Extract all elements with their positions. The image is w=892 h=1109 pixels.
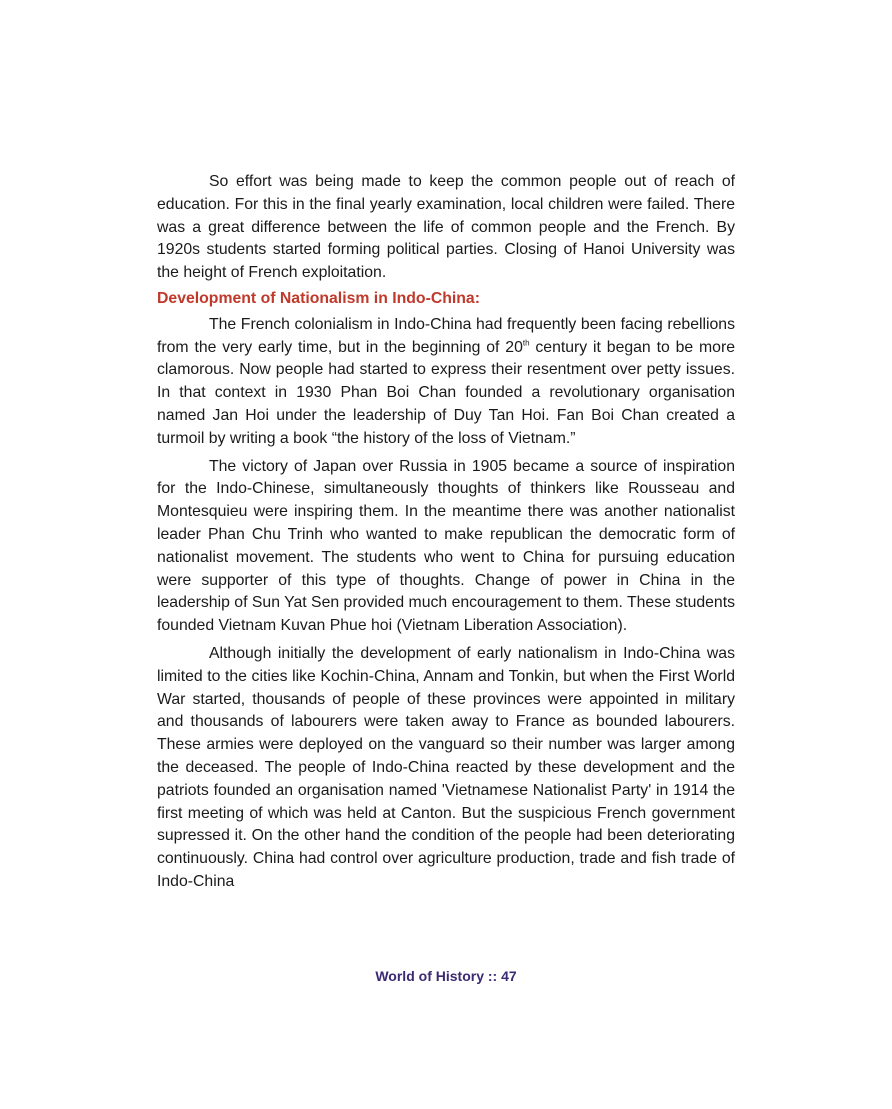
page-footer: World of History :: 47 — [375, 968, 517, 984]
paragraph-japan-victory: The victory of Japan over Russia in 1905 became a source of inspiration for the Indo-Chinese, simultaneously thoughts of thinkers like Rousseau and Montesquieu were inspiring them. In the meantime there was another nationalist leader Phan Chu Trinh who wanted to make republican the democratic form of nationalist movement. The students who went to China for pursuing education were supporter of this type of thoughts. Change of power in China in the leadership of Sun Yat Sen provided much encouragement to them. These students founded Vietnam Kuvan Phue hoi (Vietnam Liberation Association). — [157, 457, 735, 635]
paragraph-text: century it began to be more clamorous. Now people had started to express their resentment over petty issues. In that context in 1930 Phan Boi Chan founded a revolutionary organisation named Jan Hoi under the leadership of Duy Tan Hoi. Fan Boi Chan created a turmoil by writing a book “the history of the loss of Vietnam.” — [157, 338, 736, 447]
superscript-th: th — [522, 338, 530, 348]
paragraph-education: So effort was being made to keep the common people out of reach of education. For this in the final yearly examination, local children were failed. There was a great difference between the life of common people and the French. By 1920s students started forming political parties. Closing of Hanoi University was the height of French exploitation. — [157, 173, 735, 282]
page-body — [157, 171, 735, 894]
paragraph-early-nationalism: Although initially the development of early nationalism in Indo-China was limited to the cities like Kochin-China, Annam and Tonkin, but when the First World War started, thousands of people of these provinces were appointed in military and thousands of labourers were taken away to France as bounded labourers. These armies were deployed on the vanguard so their number was larger among the deceased. The people of Indo-China reacted by these development and the patriots founded an organisation named 'Vietnamese Nationalist Party' in 1914 the first meeting of which was held at Canton. But the suspicious French government supressed it. On the other hand the condition of the people had been deteriorating continuously. China had control over agriculture production, trade and fish trade of Indo-China — [157, 644, 735, 890]
paragraph-french-colonialism — [157, 314, 735, 451]
section-heading: Development of Nationalism in Indo-China: — [157, 289, 480, 307]
paragraph-text: The French colonialism in Indo-China had frequently been facing rebellions from the very early time, but in the beginning of 20 — [157, 315, 735, 356]
